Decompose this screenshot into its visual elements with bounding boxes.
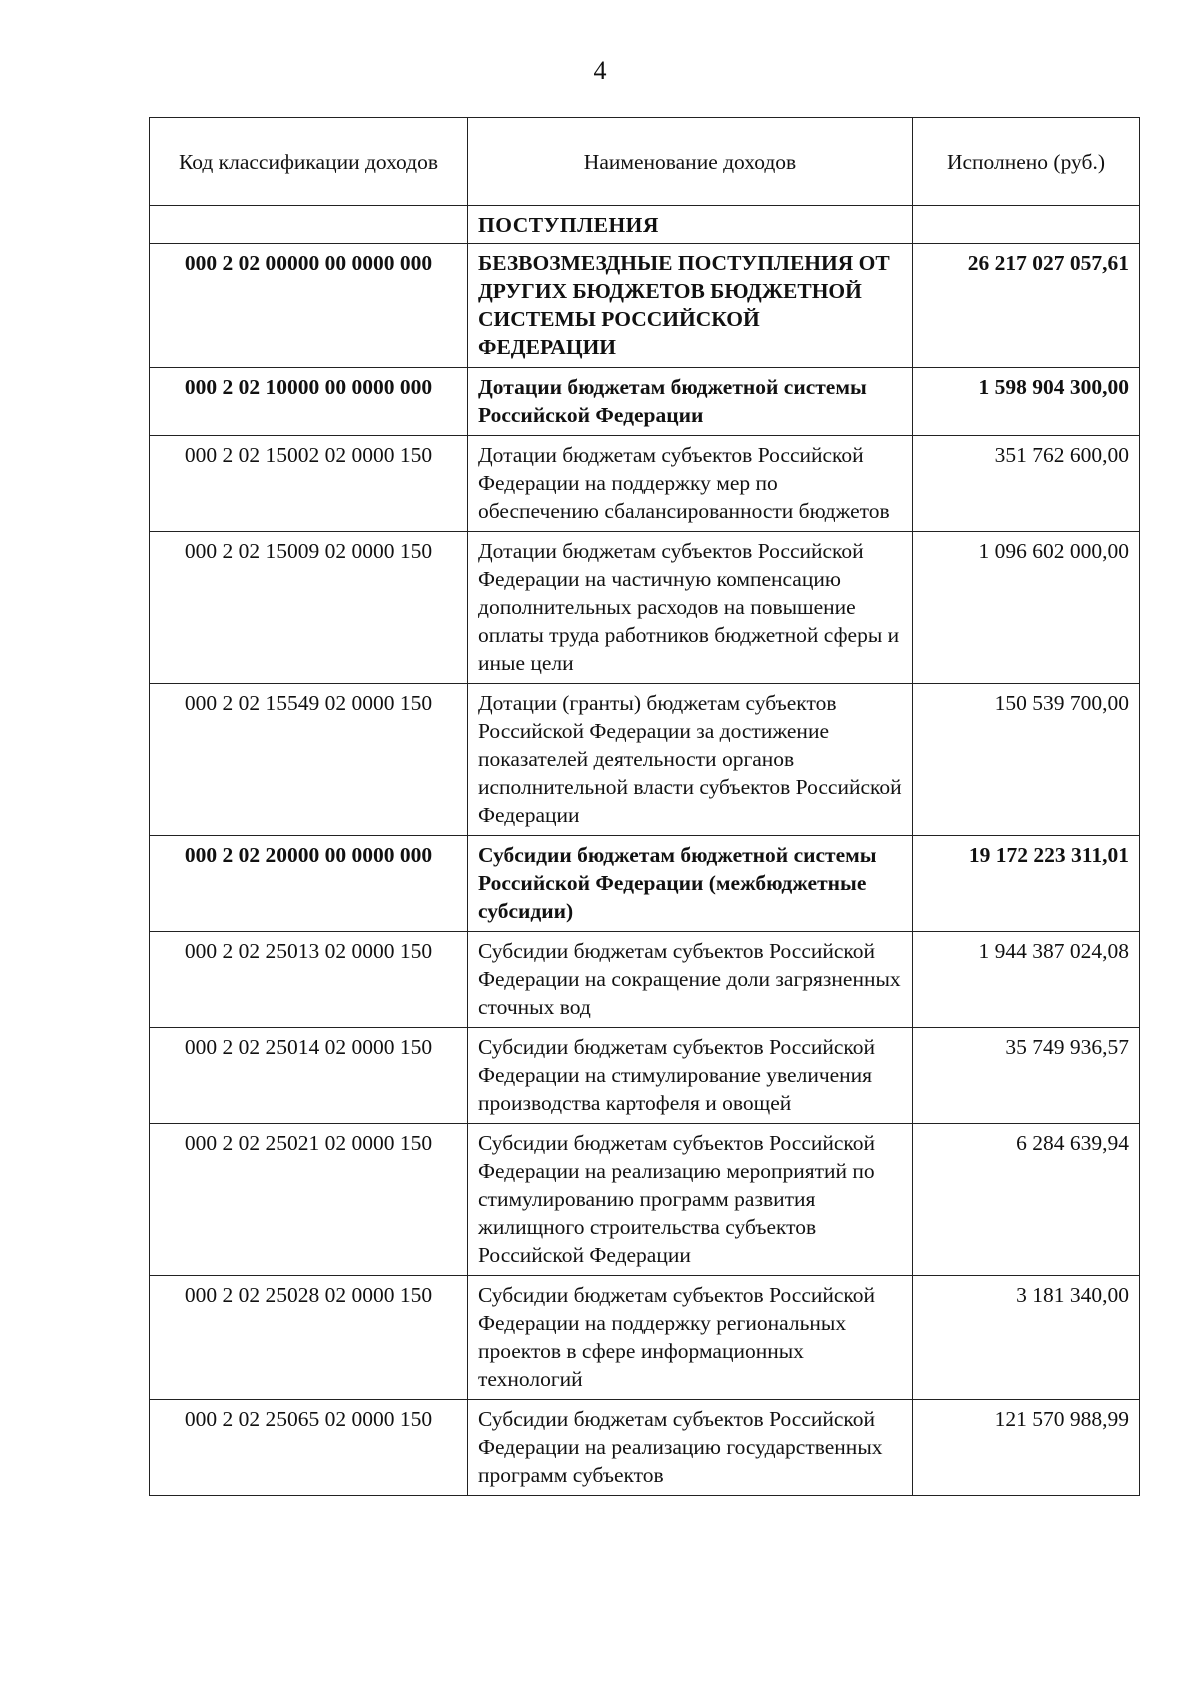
section-title: ПОСТУПЛЕНИЯ <box>468 206 913 244</box>
income-name: Дотации бюджетам бюджетной системы Российской Федерации <box>468 368 913 436</box>
income-name: Субсидии бюджетам субъектов Российской Федерации на реализацию мероприятий по стимулированию программ развития жилищного строительства субъектов Российской Федерации <box>468 1124 913 1276</box>
income-name: Субсидии бюджетам субъектов Российской Федерации на стимулирование увеличения производства картофеля и овощей <box>468 1028 913 1124</box>
income-name: Дотации бюджетам субъектов Российской Федерации на поддержку мер по обеспечению сбалансированности бюджетов <box>468 436 913 532</box>
income-amount: 1 096 602 000,00 <box>913 532 1140 684</box>
table-row <box>150 532 1140 684</box>
income-amount: 351 762 600,00 <box>913 436 1140 532</box>
table-header-row <box>150 118 1140 206</box>
income-amount: 1 598 904 300,00 <box>913 368 1140 436</box>
income-amount: 150 539 700,00 <box>913 684 1140 836</box>
income-amount: 26 217 027 057,61 <box>913 244 1140 368</box>
table-row <box>150 1276 1140 1400</box>
income-name: Дотации бюджетам субъектов Российской Федерации на частичную компенсацию дополнительных расходов на повышение оплаты труда работников бюджетной сферы и иные цели <box>468 532 913 684</box>
table-row <box>150 244 1140 368</box>
income-code: 000 2 02 25013 02 0000 150 <box>150 932 468 1028</box>
income-code: 000 2 02 25028 02 0000 150 <box>150 1276 468 1400</box>
table-row <box>150 684 1140 836</box>
income-name: Субсидии бюджетам субъектов Российской Федерации на реализацию государственных программ субъектов <box>468 1400 913 1496</box>
income-code: 000 2 02 15009 02 0000 150 <box>150 532 468 684</box>
table-row <box>150 1400 1140 1496</box>
section-empty-sum <box>913 206 1140 244</box>
income-name: Дотации (гранты) бюджетам субъектов Российской Федерации за достижение показателей деятельности органов исполнительной власти субъектов Российской Федерации <box>468 684 913 836</box>
header-code: Код классификации доходов <box>150 118 468 206</box>
header-name: Наименование доходов <box>468 118 913 206</box>
income-code: 000 2 02 15002 02 0000 150 <box>150 436 468 532</box>
income-code: 000 2 02 25021 02 0000 150 <box>150 1124 468 1276</box>
income-code: 000 2 02 25065 02 0000 150 <box>150 1400 468 1496</box>
income-amount: 6 284 639,94 <box>913 1124 1140 1276</box>
table-row <box>150 932 1140 1028</box>
table-row <box>150 1028 1140 1124</box>
income-table <box>149 117 1140 1496</box>
income-code: 000 2 02 00000 00 0000 000 <box>150 244 468 368</box>
income-amount: 19 172 223 311,01 <box>913 836 1140 932</box>
income-name: Субсидии бюджетам бюджетной системы Российской Федерации (межбюджетные субсидии) <box>468 836 913 932</box>
income-name: Субсидии бюджетам субъектов Российской Федерации на поддержку региональных проектов в сфере информационных технологий <box>468 1276 913 1400</box>
table-row <box>150 436 1140 532</box>
income-amount: 35 749 936,57 <box>913 1028 1140 1124</box>
income-name: Субсидии бюджетам субъектов Российской Федерации на сокращение доли загрязненных сточных вод <box>468 932 913 1028</box>
income-amount: 121 570 988,99 <box>913 1400 1140 1496</box>
table-row <box>150 368 1140 436</box>
income-code: 000 2 02 10000 00 0000 000 <box>150 368 468 436</box>
income-amount: 1 944 387 024,08 <box>913 932 1140 1028</box>
header-sum: Исполнено (руб.) <box>913 118 1140 206</box>
table-body <box>150 206 1140 1496</box>
income-code: 000 2 02 25014 02 0000 150 <box>150 1028 468 1124</box>
page-number: 4 <box>593 56 607 85</box>
income-code: 000 2 02 15549 02 0000 150 <box>150 684 468 836</box>
income-amount: 3 181 340,00 <box>913 1276 1140 1400</box>
income-code: 000 2 02 20000 00 0000 000 <box>150 836 468 932</box>
income-name: БЕЗВОЗМЕЗДНЫЕ ПОСТУПЛЕНИЯ ОТ ДРУГИХ БЮДЖЕТОВ БЮДЖЕТНОЙ СИСТЕМЫ РОССИЙСКОЙ ФЕДЕРАЦИИ <box>468 244 913 368</box>
section-row <box>150 206 1140 244</box>
section-empty-code <box>150 206 468 244</box>
table-row <box>150 836 1140 932</box>
table-row <box>150 1124 1140 1276</box>
